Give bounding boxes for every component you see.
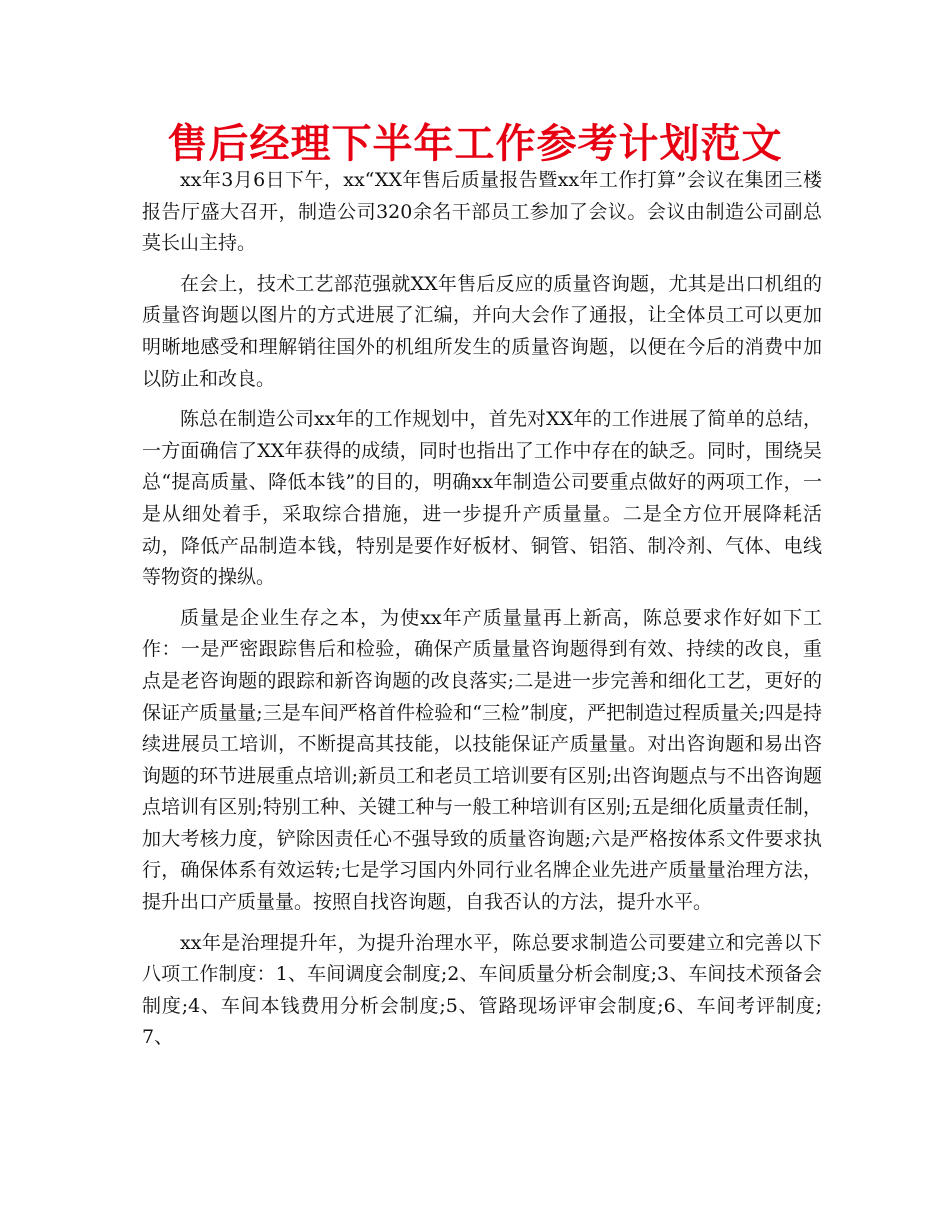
document-title: 售后经理下半年工作参考计划范文 [167, 121, 783, 167]
paragraph-management-systems: xx年是治理提升年，为提升治理水平，陈总要求制造公司要建立和完善以下八项工作制度：1、车间调度会制度;2、车间质量分析会制度;3、车间技术预备会制度;4、车间本钱费用分析会制度;5、管路现场评审会制度;6、车间考评制度;7、 [142, 931, 822, 1049]
paragraph-quality-requirements: 质量是企业生存之本，为使xx年产质量量再上新高，陈总要求作好如下工作：一是严密跟踪售后和检验，确保产质量量咨询题得到有效、持续的改良，重点是老咨询题的跟踪和新咨询题的改良落实;二是进一步完善和细化工艺，更好的保证产质量量;三是车间严格首件检验和“三检”制度，严把制造过程质量关;四是持续进展员工培训，不断提高其技能，以技能保证产质量量。对出咨询题和易出咨询题的环节进展重点培训;新员工和老员工培训要有区别;出咨询题点与不出咨询题点培训有区别;特别工种、关键工种与一般工种培训有区别;五是细化质量责任制，加大考核力度，铲除因责任心不强导致的质量咨询题;六是严格按体系文件要求执行，确保体系有效运转;七是学习国内外同行业名牌企业先进产质量量治理方法，提升出口产质量量。按照自找咨询题，自我否认的方法，提升水平。 [142, 606, 822, 914]
paragraph-quality-report: 在会上，技术工艺部范强就XX年售后反应的质量咨询题，尤其是出口机组的质量咨询题以图片的方式进展了汇编，并向大会作了通报，让全体员工可以更加明晰地感受和理解销往国外的机组所发生的质量咨询题，以便在今后的消费中加以防止和改良。 [142, 272, 822, 390]
document-body [142, 165, 822, 1063]
paragraph-work-plan: 陈总在制造公司xx年的工作规划中，首先对XX年的工作进展了简单的总结，一方面确信了XX年获得的成绩，同时也指出了工作中存在的缺乏。同时，围绕吴总“提高质量、降低本钱”的目的，明确xx年制造公司要重点做好的两项工作，一是从细处着手，采取综合措施，进一步提升产质量量。二是全方位开展降耗活动，降低产品制造本钱，特别是要作好板材、铜管、铝箔、制冷剂、气体、电线等物资的操纵。 [142, 408, 822, 589]
paragraph-meeting-intro: xx年3月6日下午，xx“XX年售后质量报告暨xx年工作打算”会议在集团三楼报告厅盛大召开，制造公司320余名干部员工参加了会议。会议由制造公司副总莫长山主持。 [142, 169, 822, 255]
